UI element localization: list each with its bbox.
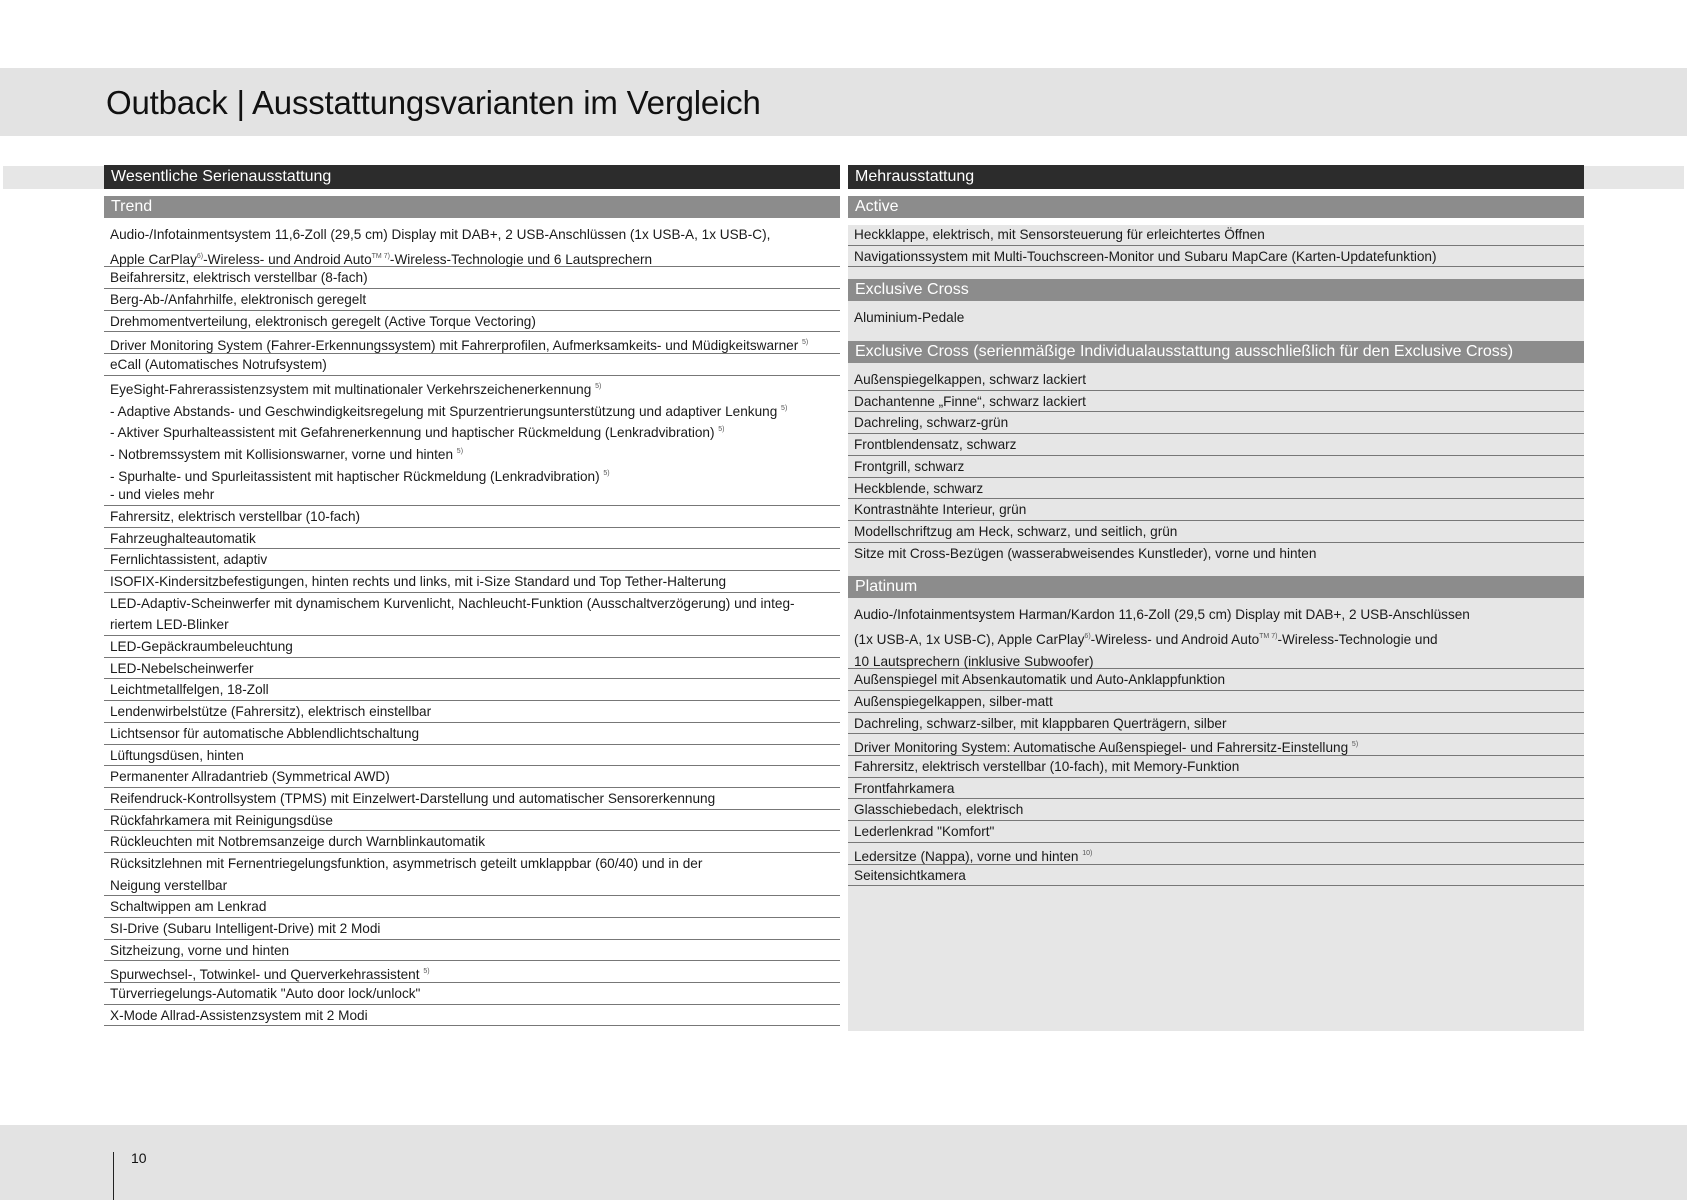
list-item: Dachreling, schwarz-silber, mit klappbaren Querträgern, silber — [848, 713, 1584, 735]
list-item: - Aktiver Spurhalteassistent mit Gefahrenerkennung und haptischer Rückmeldung (Lenkradvibration) $^{5)}$ — [110, 425, 725, 441]
list-item: Außenspiegelkappen, schwarz lackiert — [848, 369, 1584, 391]
list-item: Fahrersitz, elektrisch verstellbar (10-fach), mit Memory-Funktion — [848, 756, 1584, 778]
page-number: 10 — [131, 1150, 147, 1166]
list-item: Türverriegelungs-Automatik "Auto door lock/unlock" — [104, 983, 840, 1005]
list-item: Beifahrersitz, elektrisch verstellbar (8-fach) — [104, 267, 840, 289]
list-item: Reifendruck-Kontrollsystem (TPMS) mit Einzelwert-Darstellung und automatischer Sensorerkennung — [104, 788, 840, 810]
list-item: SI-Drive (Subaru Intelligent-Drive) mit 2 Modi — [104, 918, 840, 940]
optional-equipment-column — [848, 165, 1584, 886]
list-item: Driver Monitoring System: Automatische Außenspiegel- und Fahrersitz-Einstellung $^{5)}$ — [848, 734, 1584, 756]
list-item: Fahrzeughalteautomatik — [104, 528, 840, 550]
list-item: Sitze mit Cross-Bezügen (wasserabweisendes Kunstleder), vorne und hinten — [854, 545, 1317, 561]
header-strip-right — [1584, 166, 1684, 189]
active-section-header: Active — [848, 196, 1584, 218]
trend-list — [104, 218, 840, 1026]
list-item: Frontblendensatz, schwarz — [848, 434, 1584, 456]
list-item: ISOFIX-Kindersitzbefestigungen, hinten rechts und links, mit i-Size Standard und Top Tether-Halterung — [104, 571, 840, 593]
list-item: X-Mode Allrad-Assistenzsystem mit 2 Modi — [104, 1005, 840, 1027]
list-item: Permanenter Allradantrieb (Symmetrical AWD) — [104, 766, 840, 788]
list-item: Schaltwippen am Lenkrad — [104, 896, 840, 918]
list-item: Außenspiegelkappen, silber-matt — [848, 691, 1584, 713]
active-list — [848, 218, 1584, 267]
footer-band — [0, 1125, 1687, 1200]
exclusive-cross-list — [848, 301, 1584, 329]
list-item: Frontfahrkamera — [848, 778, 1584, 800]
list-item: Ledersitze (Nappa), vorne und hinten $^{10)}$ — [848, 843, 1584, 865]
list-item: Rückfahrkamera mit Reinigungsdüse — [104, 810, 840, 832]
list-item: Seitensichtkamera — [848, 865, 1584, 887]
list-item: Aluminium-Pedale — [854, 310, 965, 326]
list-item: Berg-Ab-/Anfahrhilfe, elektronisch geregelt — [104, 289, 840, 311]
list-item: Driver Monitoring System (Fahrer-Erkennungssystem) mit Fahrerprofilen, Aufmerksamkeits- und Müdigkeitswarner $^{5)}$ — [104, 332, 840, 354]
list-item: Heckblende, schwarz — [848, 478, 1584, 500]
list-item: Leichtmetallfelgen, 18-Zoll — [104, 679, 840, 701]
list-item: LED-Gepäckraumbeleuchtung — [104, 636, 840, 658]
list-item: Frontgrill, schwarz — [848, 456, 1584, 478]
standard-equipment-header: Wesentliche Serienausstattung — [104, 165, 840, 189]
list-item: Fernlichtassistent, adaptiv — [104, 549, 840, 571]
list-item: - Spurhalte- und Spurleitassistent mit haptischer Rückmeldung (Lenkradvibration) $^{5)}$ — [110, 468, 610, 484]
list-item: Navigationssystem mit Multi-Touchscreen-Monitor und Subaru MapCare (Karten-Updatefunktion) — [848, 246, 1584, 268]
list-item: Audio-/Infotainmentsystem 11,6-Zoll (29,5 cm) Display mit DAB+, 2 USB-Anschlüssen (1x USB-A, 1x USB-C), Apple CarPlay$^{6)}$-Wireless- und Android Auto$^{TM 7)}$-Wireless-Technologie und 6 Lautsprechern — [104, 224, 840, 267]
list-item: Außenspiegel mit Absenkautomatik und Auto-Anklappfunktion — [848, 669, 1584, 691]
list-item: - Notbremssystem mit Kollisionswarner, vorne und hinten $^{5)}$ — [110, 446, 464, 462]
list-item: Sitzheizung, vorne und hinten — [104, 940, 840, 962]
list-item: Lichtsensor für automatische Abblendlichtschaltung — [104, 723, 840, 745]
trend-section-header: Trend — [104, 196, 840, 218]
list-item: Fahrersitz, elektrisch verstellbar (10-fach) — [104, 506, 840, 528]
list-item: Dachantenne „Finne“, schwarz lackiert — [848, 391, 1584, 413]
exclusive-cross-section-header: Exclusive Cross — [848, 279, 1584, 301]
list-item: Rücksitzlehnen mit Fernentriegelungsfunktion, asymmetrisch geteilt umklappbar (60/40) und in der Neigung verstellbar — [104, 853, 840, 896]
standard-equipment-column — [104, 165, 840, 1026]
exclusive-cross-individual-section-header: Exclusive Cross (serienmäßige Individualausstattung ausschließlich für den Exclusive Cross) — [848, 341, 1584, 363]
list-item: Audio-/Infotainmentsystem Harman/Kardon 11,6-Zoll (29,5 cm) Display mit DAB+, 2 USB-Anschlüssen (1x USB-A, 1x USB-C), Apple CarPlay$^{6)}$-Wireless- und Android Auto$^{TM 7)}$-Wireless-Technologie und 10 Lautsprechern (inklusive Subwoofer) — [848, 604, 1584, 669]
list-item: Glasschiebedach, elektrisch — [848, 799, 1584, 821]
list-item: Lüftungsdüsen, hinten — [104, 745, 840, 767]
optional-equipment-header: Mehrausstattung — [848, 165, 1584, 189]
list-item: - Adaptive Abstands- und Geschwindigkeitsregelung mit Spurzentrierungsunterstützung und adaptiver Lenkung $^{5)}$ — [110, 403, 788, 419]
exclusive-cross-individual-list — [848, 363, 1584, 564]
list-item: Lederlenkrad "Komfort" — [848, 821, 1584, 843]
list-item: Spurwechsel-, Totwinkel- und Querverkehrassistent $^{5)}$ — [104, 961, 840, 983]
platinum-list — [848, 598, 1584, 886]
list-item: - und vieles mehr — [104, 484, 840, 506]
list-item: Modellschriftzug am Heck, schwarz, und seitlich, grün — [848, 521, 1584, 543]
list-item: eCall (Automatisches Notrufsystem) — [104, 354, 840, 376]
list-item: Kontrastnähte Interieur, grün — [848, 499, 1584, 521]
platinum-section-header: Platinum — [848, 576, 1584, 598]
list-item: LED-Nebelscheinwerfer — [104, 658, 840, 680]
footer-divider — [113, 1152, 114, 1200]
list-item: Drehmomentverteilung, elektronisch geregelt (Active Torque Vectoring) — [104, 311, 840, 333]
list-item: Lendenwirbelstütze (Fahrersitz), elektrisch einstellbar — [104, 701, 840, 723]
page-title: Outback | Ausstattungsvarianten im Vergleich — [106, 84, 761, 121]
list-item: EyeSight-Fahrerassistenzsystem mit multinationaler Verkehrszeichenerkennung $^{5)}$ — [110, 381, 602, 397]
list-item: LED-Adaptiv-Scheinwerfer mit dynamischem Kurvenlicht, Nachleucht-Funktion (Ausschaltverzögerung) und integ- riertem LED-Blinker — [104, 593, 840, 636]
list-item: Dachreling, schwarz-grün — [848, 412, 1584, 434]
header-strip-left — [3, 166, 104, 189]
list-item: Heckklappe, elektrisch, mit Sensorsteuerung für erleichtertes Öffnen — [848, 224, 1584, 246]
list-item: Rückleuchten mit Notbremsanzeige durch Warnblinkautomatik — [104, 831, 840, 853]
